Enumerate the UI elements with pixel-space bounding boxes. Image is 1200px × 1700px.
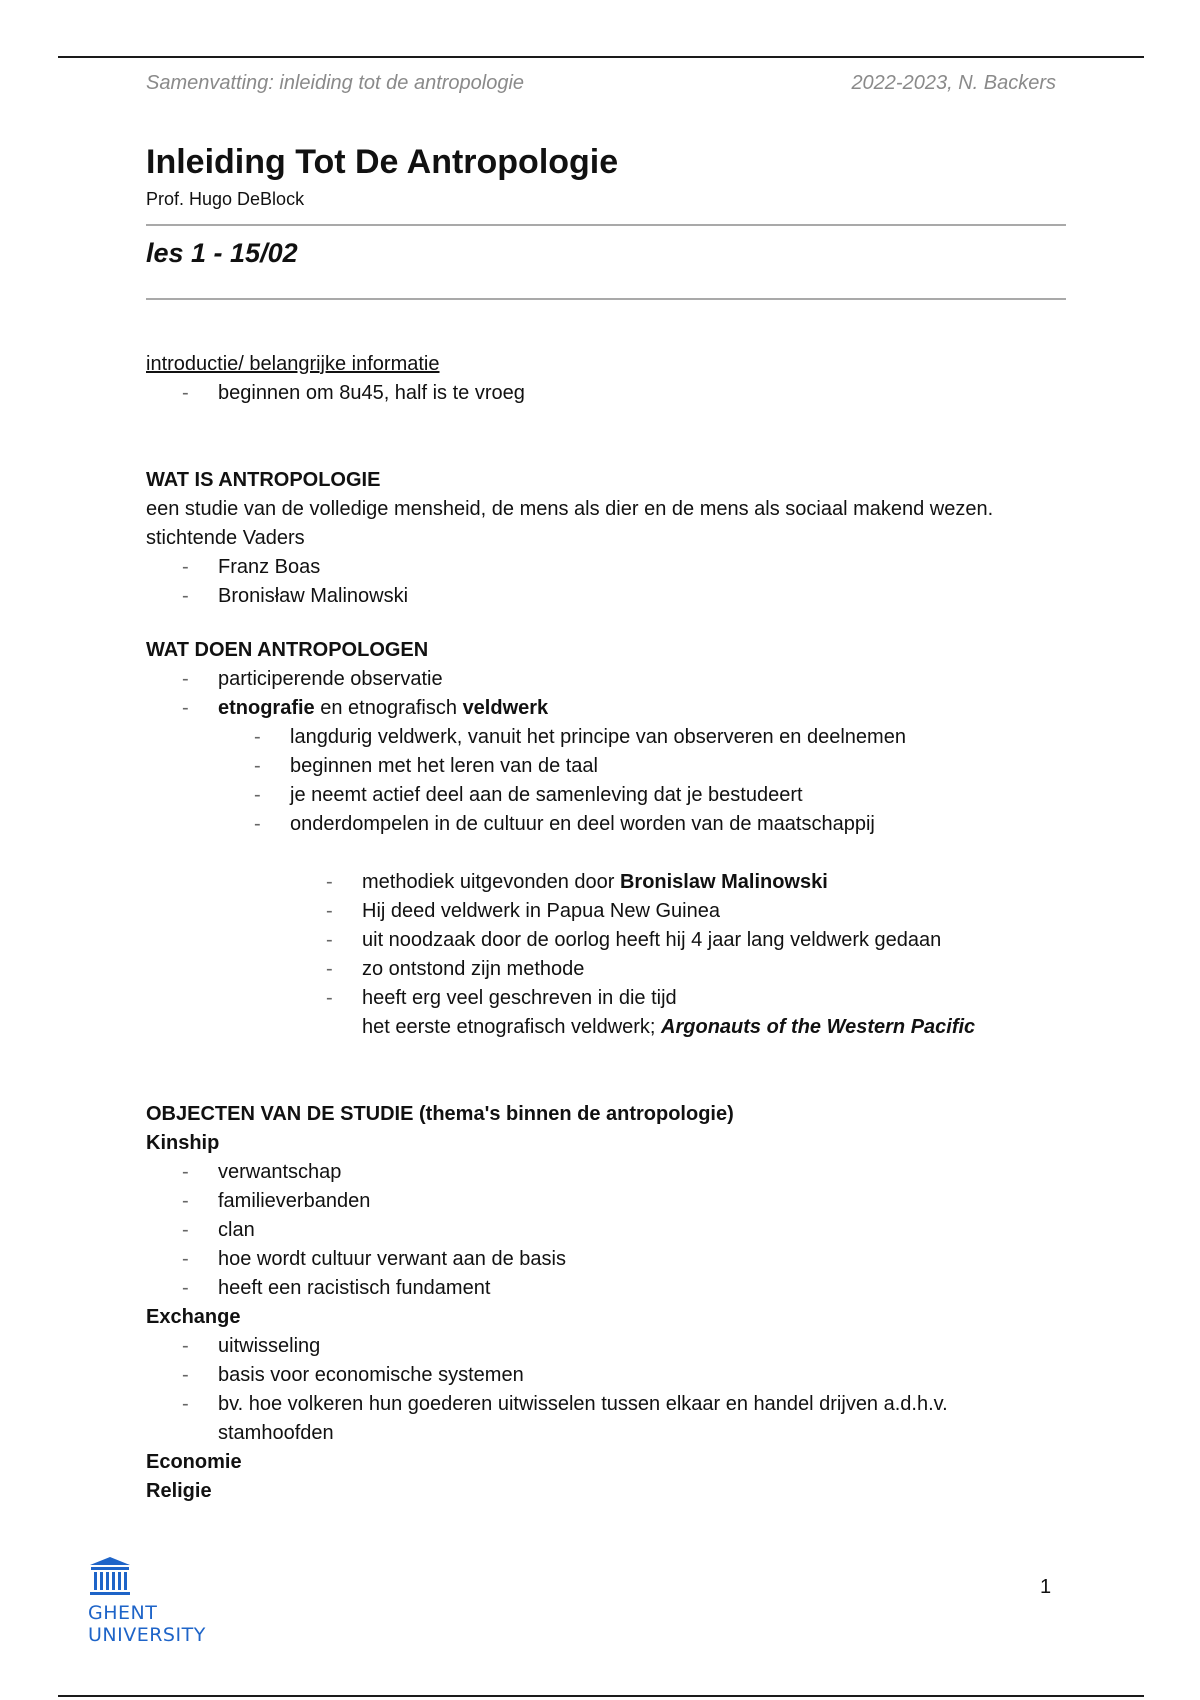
founders-list xyxy=(146,553,1066,611)
ghent-university-logo xyxy=(88,1556,206,1646)
list-item: - heeft erg veel geschreven in die tijd xyxy=(290,984,1066,1013)
text-span: het eerste etnografisch veldwerk; xyxy=(362,1016,662,1038)
list-item: - Franz Boas xyxy=(146,553,1066,582)
list-item: - heeft een racistisch fundament xyxy=(146,1274,1066,1303)
list-item xyxy=(146,694,1066,839)
subheading-economie: Economie xyxy=(146,1451,242,1473)
text-span: en etnografisch xyxy=(314,697,463,719)
subheading-kinship: Kinship xyxy=(146,1132,220,1154)
list-item: - beginnen met het leren van de taal xyxy=(218,752,1066,781)
logo-text-line2: UNIVERSITY xyxy=(88,1624,206,1646)
founders-label: stichtende Vaders xyxy=(146,527,305,549)
subheading-exchange: Exchange xyxy=(146,1306,241,1328)
logo-text-line1: GHENT xyxy=(88,1602,158,1624)
list-item: - zo ontstond zijn methode xyxy=(290,955,1066,984)
bold-term: veldwerk xyxy=(462,697,549,719)
list-item: - uitwisseling xyxy=(146,1332,1066,1361)
section-heading-wat-doen: WAT DOEN ANTROPOLOGEN xyxy=(146,639,429,661)
professor-name: Prof. Hugo DeBlock xyxy=(146,189,305,209)
list-item: - Hij deed veldwerk in Papua New Guinea xyxy=(290,897,1066,926)
definition-text: een studie van de volledige mensheid, de mens als dier en de mens als sociaal makend wezen. xyxy=(146,498,994,520)
list-item: - hoe wordt cultuur verwant aan de basis xyxy=(146,1245,1066,1274)
intro-heading: introductie/ belangrijke informatie xyxy=(146,353,440,375)
section-heading-wat-is: WAT IS ANTROPOLOGIE xyxy=(146,469,381,491)
header-left: Samenvatting: inleiding tot de antropologie xyxy=(146,72,525,94)
document-body xyxy=(146,140,1066,1506)
list-item: - verwantschap xyxy=(146,1158,1066,1187)
page-number: 1 xyxy=(1040,1576,1052,1598)
list-item: - uit noodzaak door de oorlog heeft hij 4 jaar lang veldwerk gedaan xyxy=(290,926,1066,955)
exchange-list xyxy=(146,1332,1066,1448)
separator xyxy=(146,224,1066,226)
book-title: Argonauts of the Western Pacific xyxy=(661,1016,976,1038)
activities-list xyxy=(146,665,1066,839)
header-right: 2022-2023, N. Backers xyxy=(851,72,1056,94)
bottom-rule xyxy=(58,1695,1144,1697)
kinship-list xyxy=(146,1158,1066,1303)
text-span: methodiek uitgevonden door xyxy=(362,871,620,893)
malinowski-list xyxy=(290,868,1066,1013)
section-heading-objecten: OBJECTEN VAN DE STUDIE (thema's binnen de antropologie) xyxy=(146,1103,734,1125)
list-item: - clan xyxy=(146,1216,1066,1245)
subheading-religie: Religie xyxy=(146,1480,212,1502)
fieldwork-sublist xyxy=(218,723,1066,839)
list-item: - beginnen om 8u45, half is te vroeg xyxy=(146,379,1066,408)
top-rule xyxy=(58,56,1144,58)
continuation-line xyxy=(290,1013,1066,1042)
list-item: - participerende observatie xyxy=(146,665,1066,694)
list-item: - basis voor economische systemen xyxy=(146,1361,1066,1390)
intro-list xyxy=(146,379,1066,408)
list-item xyxy=(290,868,1066,897)
list-item: - bv. hoe volkeren hun goederen uitwisselen tussen elkaar en handel drijven a.d.h.v. stamhoofden xyxy=(146,1390,1066,1448)
bold-term: etnografie xyxy=(218,697,315,719)
list-item: - familieverbanden xyxy=(146,1187,1066,1216)
list-item: - langdurig veldwerk, vanuit het principe van observeren en deelnemen xyxy=(218,723,1066,752)
list-item: - je neemt actief deel aan de samenleving dat je bestudeert xyxy=(218,781,1066,810)
university-building-icon xyxy=(88,1556,132,1598)
list-item: - onderdompelen in de cultuur en deel worden van de maatschappij xyxy=(218,810,1066,839)
bold-term: Bronislaw Malinowski xyxy=(619,871,828,893)
lesson-title: les 1 - 15/02 xyxy=(146,238,298,268)
document-title: Inleiding Tot De Antropologie xyxy=(146,143,619,181)
running-header xyxy=(146,72,1056,95)
list-item: - Bronisław Malinowski xyxy=(146,582,1066,611)
